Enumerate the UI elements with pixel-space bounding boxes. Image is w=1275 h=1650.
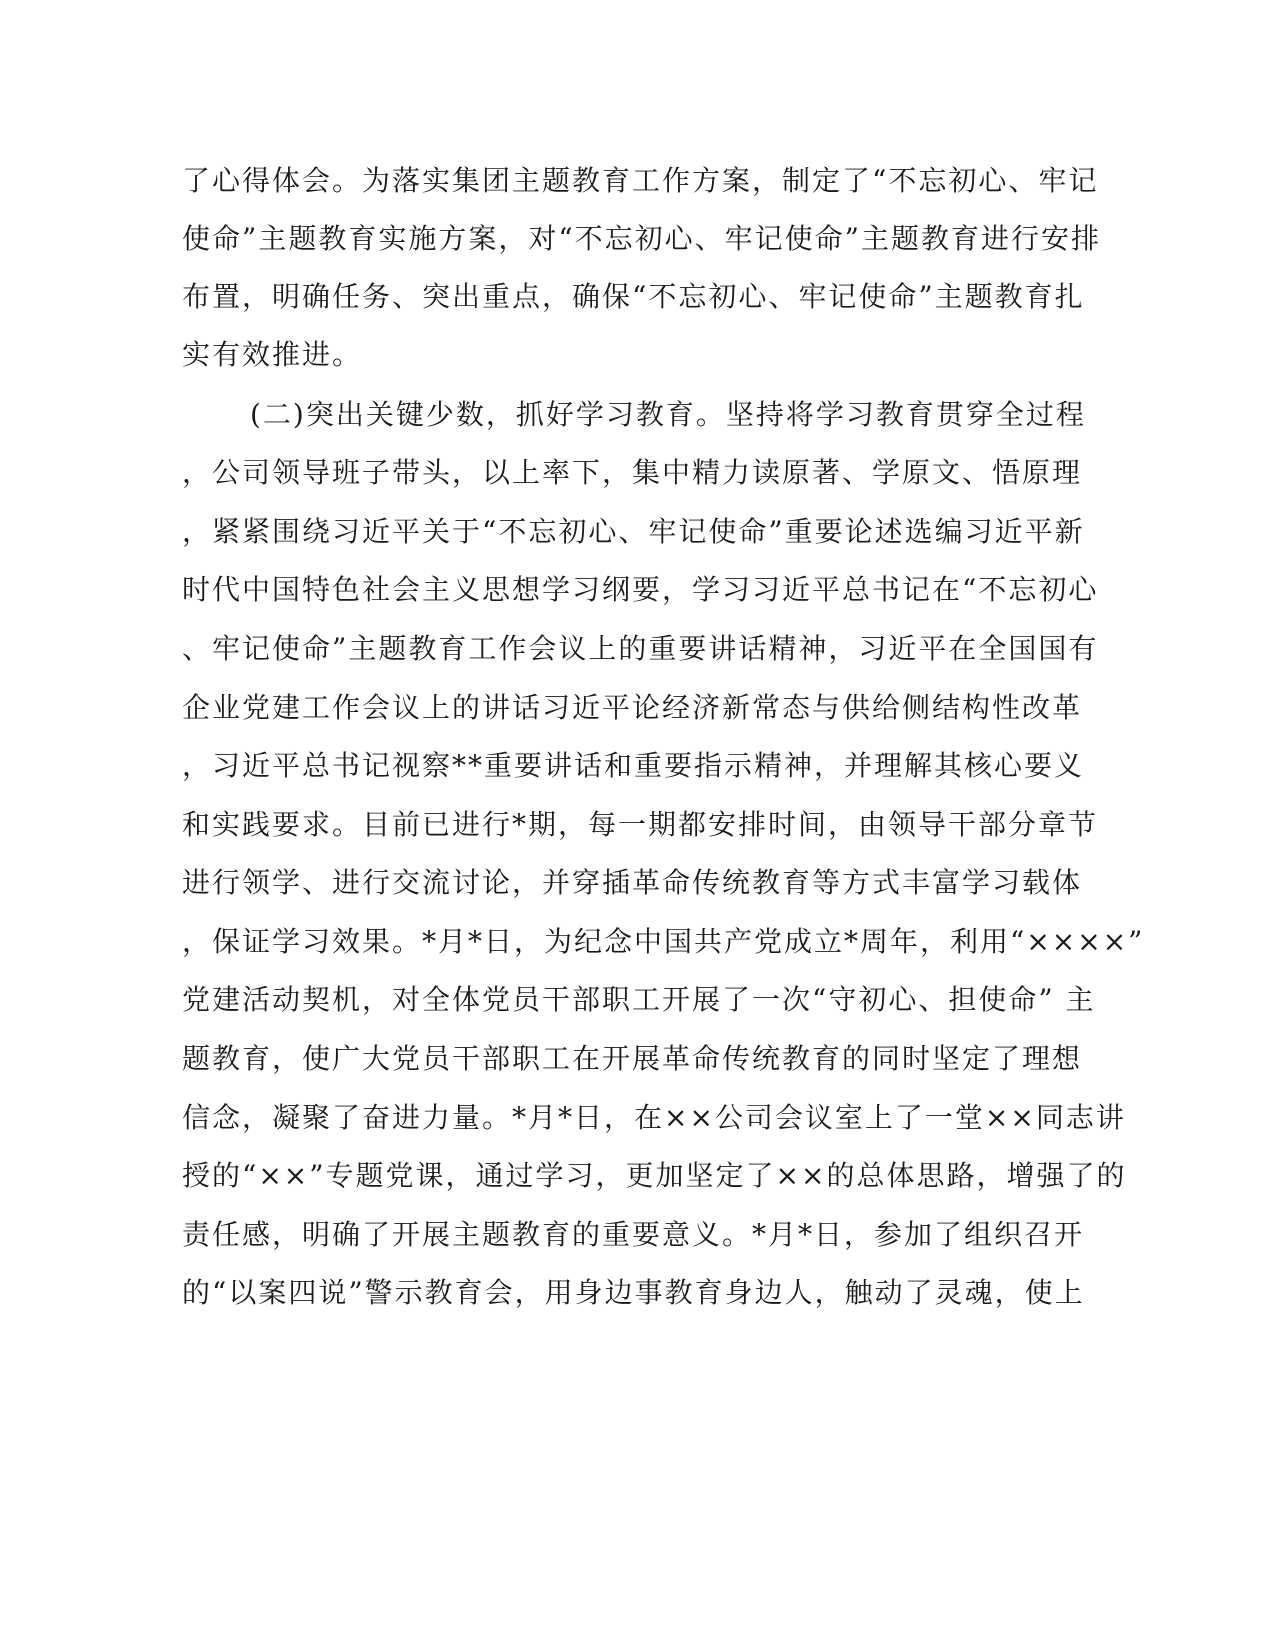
paragraph-2-line-8: 和实践要求。目前已进行*期，每一期都安排时间，由领导干部分章节 xyxy=(182,808,1099,841)
paragraph-2-line-16: 的“以案四说”警示教育会，用身边事教育身边人，触动了灵魂，使上 xyxy=(182,1276,1085,1309)
paragraph-2-line-1: (二)突出关键少数，抓好学习教育。坚持将学习教育贯穿全过程 xyxy=(250,398,1086,431)
paragraph-2-line-9: 进行领学、进行交流讨论，并穿插革命传统教育等方式丰富学习载体 xyxy=(182,866,1083,899)
paragraph-1-line-3: 布置，明确任务、突出重点，确保“不忘初心、牢记使命”主题教育扎 xyxy=(182,280,1085,313)
paragraph-2-line-11: 党建活动契机，对全体党员干部职工开展了一次“守初心、担使命” 主 xyxy=(182,983,1096,1016)
paragraph-2-line-12: 题教育，使广大党员干部职工在开展革命传统教育的同时坚定了理想 xyxy=(182,1042,1083,1075)
paragraph-2-line-7: ，习近平总书记视察**重要讲话和重要指示精神，并理解其核心要义 xyxy=(182,749,1085,782)
paragraph-2-line-5: 、牢记使命”主题教育工作会议上的重要讲话精神，习近平在全国国有 xyxy=(182,632,1099,665)
paragraph-2-line-2: ，公司领导班子带头，以上率下，集中精力读原著、学原文、悟原理 xyxy=(182,456,1083,489)
paragraph-2-line-13: 信念，凝聚了奋进力量。*月*日，在××公司会议室上了一堂××同志讲 xyxy=(182,1101,1126,1134)
paragraph-2-line-6: 企业党建工作会议上的讲话习近平论经济新常态与供给侧结构性改革 xyxy=(182,691,1083,724)
paragraph-2-line-4: 时代中国特色社会主义思想学习纲要，学习习近平总书记在“不忘初心 xyxy=(182,573,1099,606)
paragraph-2-line-14: 授的“××”专题党课，通过学习，更加坚定了××的总体思路，增强了的 xyxy=(182,1159,1127,1192)
paragraph-2-line-3: ，紧紧围绕习近平关于“不忘初心、牢记使命”重要论述选编习近平新 xyxy=(182,515,1085,548)
paragraph-2-line-15: 责任感，明确了开展主题教育的重要意义。*月*日，参加了组织召开 xyxy=(182,1218,1085,1251)
paragraph-2-line-10: ，保证学习效果。*月*日，为纪念中国共产党成立*周年，利用“××××” xyxy=(182,925,1145,958)
paragraph-1-line-2: 使命”主题教育实施方案，对“不忘初心、牢记使命”主题教育进行安排 xyxy=(182,222,1101,255)
paragraph-1-line-1: 了心得体会。为落实集团主题教育工作方案，制定了“不忘初心、牢记 xyxy=(182,164,1099,197)
paragraph-1-line-4: 实有效推进。 xyxy=(182,338,363,371)
